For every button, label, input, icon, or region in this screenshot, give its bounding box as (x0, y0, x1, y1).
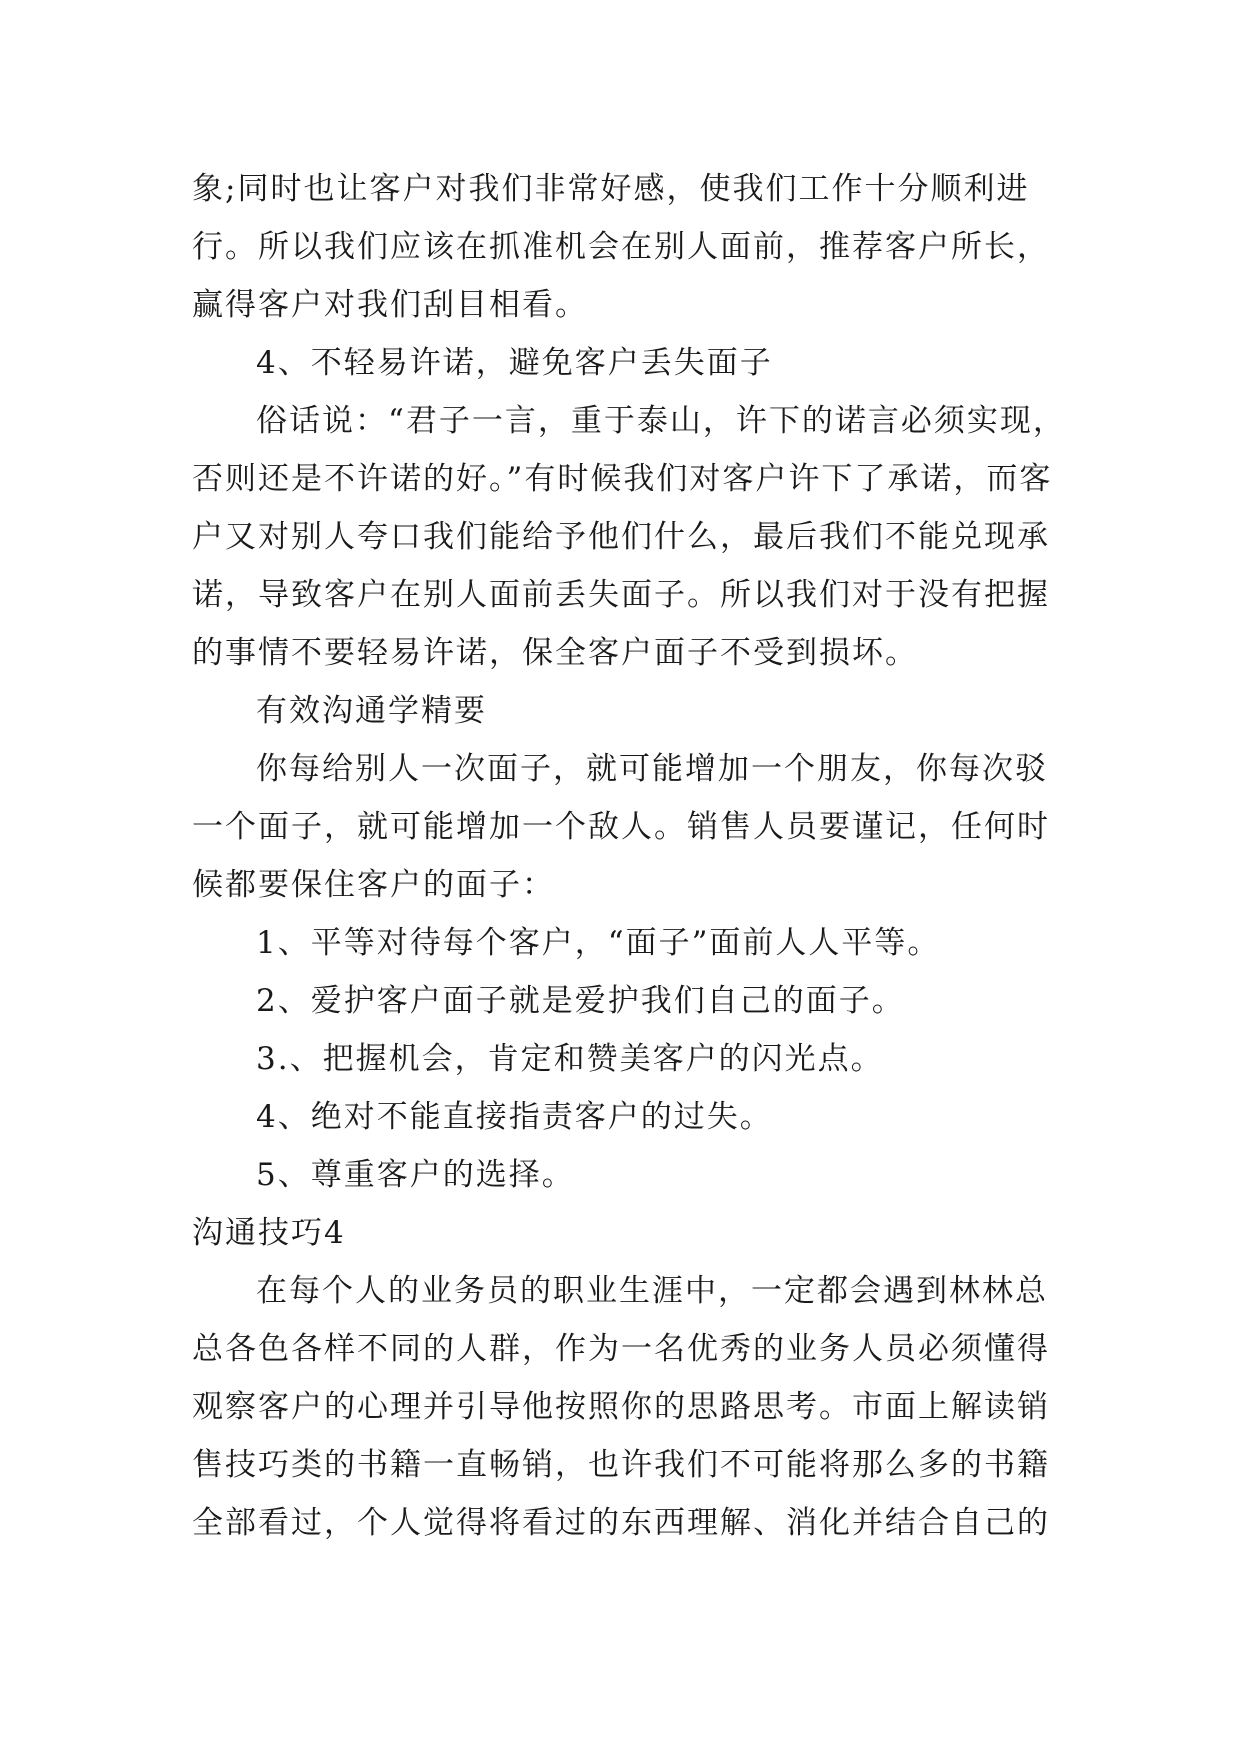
paragraph: 你每给别人一次面子，就可能增加一个朋友，你每次驳一个面子，就可能增加一个敌人。销售人员要谨记，任何时候都要保住客户的面子： (192, 751, 1050, 903)
list-item: 1、平等对待每个客户，“面子”面前人人平等。 (256, 925, 941, 961)
paragraph: 在每个人的业务员的职业生涯中，一定都会遇到林林总总各色各样不同的人群，作为一名优秀的业务人员必须懂得观察客户的心理并引导他按照你的思路思考。市面上解读销售技巧类的书籍一直畅销，也许我们不可能将那么多的书籍全部看过，个人觉得将看过的东西理解、消化并结合自己的 (192, 1273, 1050, 1541)
list-item: 2、爱护客户面子就是爱护我们自己的面子。 (256, 983, 905, 1019)
list-item-heading: 4、不轻易许诺，避免客户丢失面子 (256, 345, 773, 381)
list-item: 5、尊重客户的选择。 (256, 1157, 575, 1193)
list-item: 3.、把握机会，肯定和赞美客户的闪光点。 (256, 1041, 884, 1077)
paragraph: 俗话说：“君子一言，重于泰山，许下的诺言必须实现，否则还是不许诺的好。”有时候我们对客户许下了承诺，而客户又对别人夸口我们能给予他们什么，最后我们不能兑现承诺，导致客户在别人面前丢失面子。所以我们对于没有把握的事情不要轻易许诺，保全客户面子不受到损坏。 (192, 403, 1066, 671)
section-title: 沟通技巧4 (192, 1215, 346, 1251)
section-subheading: 有效沟通学精要 (256, 693, 487, 729)
document-body (192, 160, 1072, 1552)
list-item: 4、绝对不能直接指责客户的过失。 (256, 1099, 773, 1135)
paragraph-continuation: 象;同时也让客户对我们非常好感，使我们工作十分顺利进行。所以我们应该在抓准机会在别人面前，推荐客户所长，赢得客户对我们刮目相看。 (192, 171, 1050, 323)
